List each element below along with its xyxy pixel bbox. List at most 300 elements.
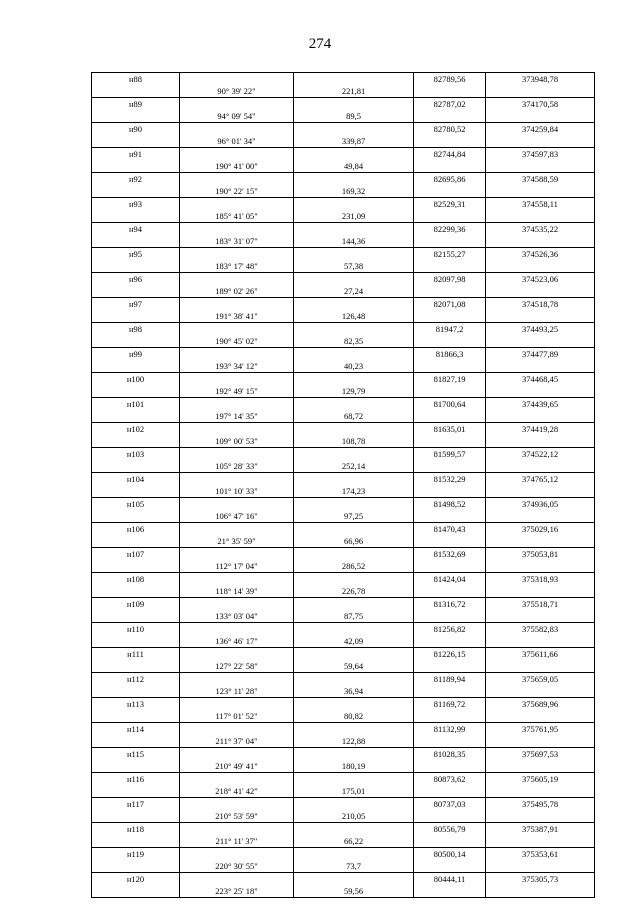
y-coordinate-cell-empty	[486, 835, 595, 848]
segment-length-cell: 210,05	[294, 810, 414, 823]
point-row	[92, 448, 595, 461]
direction-angle-cell-empty	[180, 673, 294, 686]
x-coordinate-cell-empty	[414, 835, 486, 848]
direction-angle-cell: 101° 10' 33"	[180, 485, 294, 498]
point-name-cell: н96	[92, 273, 180, 286]
segment-length-cell-empty	[294, 373, 414, 386]
point-row	[92, 398, 595, 411]
y-coordinate-cell-empty	[486, 885, 595, 898]
x-coordinate-cell-empty	[414, 360, 486, 373]
point-name-cell-empty	[92, 585, 180, 598]
y-coordinate-cell: 375318,93	[486, 573, 595, 586]
y-coordinate-cell-empty	[486, 785, 595, 798]
x-coordinate-cell-empty	[414, 385, 486, 398]
segment-length-cell: 174,23	[294, 485, 414, 498]
point-name-cell: н99	[92, 348, 180, 361]
direction-angle-cell: 211° 37' 04"	[180, 735, 294, 748]
x-coordinate-cell-empty	[414, 135, 486, 148]
x-coordinate-cell: 81866,3	[414, 348, 486, 361]
point-row	[92, 173, 595, 186]
direction-angle-cell-empty	[180, 248, 294, 261]
x-coordinate-cell: 80500,14	[414, 848, 486, 861]
x-coordinate-cell: 82744,84	[414, 148, 486, 161]
segment-length-cell: 97,25	[294, 510, 414, 523]
x-coordinate-cell-empty	[414, 860, 486, 873]
point-row	[92, 548, 595, 561]
point-name-cell: н112	[92, 673, 180, 686]
y-coordinate-cell: 374170,58	[486, 98, 595, 111]
x-coordinate-cell: 81635,01	[414, 423, 486, 436]
segment-row	[92, 560, 595, 573]
y-coordinate-cell: 374493,25	[486, 323, 595, 336]
segment-length-cell: 59,56	[294, 885, 414, 898]
segment-length-cell-empty	[294, 398, 414, 411]
segment-row	[92, 85, 595, 98]
y-coordinate-cell: 374936,05	[486, 498, 595, 511]
segment-length-cell-empty	[294, 573, 414, 586]
x-coordinate-cell-empty	[414, 710, 486, 723]
y-coordinate-cell-empty	[486, 460, 595, 473]
segment-length-cell: 80,82	[294, 710, 414, 723]
point-row	[92, 698, 595, 711]
point-name-cell: н108	[92, 573, 180, 586]
segment-row	[92, 460, 595, 473]
segment-length-cell-empty	[294, 298, 414, 311]
x-coordinate-cell-empty	[414, 560, 486, 573]
y-coordinate-cell: 374522,12	[486, 448, 595, 461]
y-coordinate-cell: 374588,59	[486, 173, 595, 186]
direction-angle-cell-empty	[180, 823, 294, 836]
x-coordinate-cell: 81947,2	[414, 323, 486, 336]
y-coordinate-cell: 375305,73	[486, 873, 595, 886]
point-name-cell-empty	[92, 110, 180, 123]
y-coordinate-cell: 373948,78	[486, 73, 595, 86]
point-row	[92, 773, 595, 786]
direction-angle-cell: 133° 03' 04"	[180, 610, 294, 623]
segment-length-cell-empty	[294, 198, 414, 211]
segment-length-cell-empty	[294, 648, 414, 661]
y-coordinate-cell-empty	[486, 185, 595, 198]
segment-row	[92, 510, 595, 523]
segment-length-cell-empty	[294, 248, 414, 261]
segment-row	[92, 760, 595, 773]
direction-angle-cell: 117° 01' 52"	[180, 710, 294, 723]
segment-row	[92, 785, 595, 798]
point-row	[92, 298, 595, 311]
segment-length-cell-empty	[294, 848, 414, 861]
y-coordinate-cell-empty	[486, 435, 595, 448]
point-name-cell-empty	[92, 710, 180, 723]
segment-length-cell-empty	[294, 798, 414, 811]
point-row	[92, 98, 595, 111]
segment-row	[92, 735, 595, 748]
point-name-cell-empty	[92, 885, 180, 898]
point-name-cell-empty	[92, 635, 180, 648]
point-name-cell: н104	[92, 473, 180, 486]
y-coordinate-cell: 374535,22	[486, 223, 595, 236]
direction-angle-cell: 218° 41' 42"	[180, 785, 294, 798]
segment-length-cell-empty	[294, 273, 414, 286]
segment-length-cell-empty	[294, 873, 414, 886]
boundary-coordinates-table	[91, 72, 595, 898]
direction-angle-cell: 211° 11' 37"	[180, 835, 294, 848]
y-coordinate-cell-empty	[486, 110, 595, 123]
segment-length-cell: 169,32	[294, 185, 414, 198]
segment-length-cell-empty	[294, 148, 414, 161]
point-name-cell: н119	[92, 848, 180, 861]
direction-angle-cell-empty	[180, 123, 294, 136]
y-coordinate-cell-empty	[486, 260, 595, 273]
segment-row	[92, 235, 595, 248]
x-coordinate-cell: 81470,43	[414, 523, 486, 536]
x-coordinate-cell-empty	[414, 260, 486, 273]
segment-length-cell: 231,09	[294, 210, 414, 223]
segment-length-cell: 27,24	[294, 285, 414, 298]
x-coordinate-cell: 82780,52	[414, 123, 486, 136]
x-coordinate-cell-empty	[414, 735, 486, 748]
x-coordinate-cell: 80556,79	[414, 823, 486, 836]
y-coordinate-cell: 375611,66	[486, 648, 595, 661]
point-name-cell-empty	[92, 385, 180, 398]
x-coordinate-cell: 81169,72	[414, 698, 486, 711]
point-name-cell-empty	[92, 810, 180, 823]
segment-length-cell-empty	[294, 698, 414, 711]
y-coordinate-cell-empty	[486, 860, 595, 873]
x-coordinate-cell-empty	[414, 110, 486, 123]
point-name-cell-empty	[92, 135, 180, 148]
point-name-cell: н110	[92, 623, 180, 636]
point-name-cell: н88	[92, 73, 180, 86]
y-coordinate-cell-empty	[486, 485, 595, 498]
direction-angle-cell-empty	[180, 198, 294, 211]
direction-angle-cell: 106° 47' 16"	[180, 510, 294, 523]
segment-length-cell: 122,88	[294, 735, 414, 748]
segment-row	[92, 810, 595, 823]
segment-length-cell: 252,14	[294, 460, 414, 473]
x-coordinate-cell: 82299,36	[414, 223, 486, 236]
point-row	[92, 423, 595, 436]
point-row	[92, 748, 595, 761]
segment-row	[92, 285, 595, 298]
x-coordinate-cell: 81132,99	[414, 723, 486, 736]
point-name-cell: н109	[92, 598, 180, 611]
x-coordinate-cell-empty	[414, 335, 486, 348]
x-coordinate-cell-empty	[414, 810, 486, 823]
direction-angle-cell-empty	[180, 723, 294, 736]
point-row	[92, 798, 595, 811]
direction-angle-cell: 210° 53' 59"	[180, 810, 294, 823]
point-name-cell: н98	[92, 323, 180, 336]
point-row	[92, 498, 595, 511]
y-coordinate-cell-empty	[486, 360, 595, 373]
direction-angle-cell: 21° 35' 59"	[180, 535, 294, 548]
point-name-cell-empty	[92, 260, 180, 273]
direction-angle-cell-empty	[180, 573, 294, 586]
y-coordinate-cell: 374477,89	[486, 348, 595, 361]
y-coordinate-cell: 375761,95	[486, 723, 595, 736]
point-name-cell-empty	[92, 535, 180, 548]
direction-angle-cell: 193° 34' 12"	[180, 360, 294, 373]
y-coordinate-cell: 375029,16	[486, 523, 595, 536]
segment-row	[92, 410, 595, 423]
x-coordinate-cell: 82695,86	[414, 173, 486, 186]
point-name-cell-empty	[92, 410, 180, 423]
segment-length-cell: 87,75	[294, 610, 414, 623]
point-name-cell: н103	[92, 448, 180, 461]
x-coordinate-cell-empty	[414, 235, 486, 248]
x-coordinate-cell: 82787,02	[414, 98, 486, 111]
y-coordinate-cell: 375387,91	[486, 823, 595, 836]
y-coordinate-cell: 374259,84	[486, 123, 595, 136]
x-coordinate-cell: 82097,98	[414, 273, 486, 286]
direction-angle-cell-empty	[180, 323, 294, 336]
direction-angle-cell-empty	[180, 873, 294, 886]
x-coordinate-cell: 82155,27	[414, 248, 486, 261]
point-row	[92, 248, 595, 261]
segment-row	[92, 710, 595, 723]
point-name-cell-empty	[92, 735, 180, 748]
point-row	[92, 473, 595, 486]
point-row	[92, 523, 595, 536]
y-coordinate-cell: 374597,83	[486, 148, 595, 161]
point-row	[92, 348, 595, 361]
point-name-cell: н93	[92, 198, 180, 211]
segment-length-cell: 339,87	[294, 135, 414, 148]
x-coordinate-cell-empty	[414, 760, 486, 773]
y-coordinate-cell: 374523,06	[486, 273, 595, 286]
point-name-cell: н113	[92, 698, 180, 711]
direction-angle-cell-empty	[180, 173, 294, 186]
segment-row	[92, 135, 595, 148]
point-name-cell: н105	[92, 498, 180, 511]
direction-angle-cell: 191° 38' 41"	[180, 310, 294, 323]
segment-length-cell-empty	[294, 623, 414, 636]
segment-row	[92, 535, 595, 548]
x-coordinate-cell: 81532,29	[414, 473, 486, 486]
point-name-cell-empty	[92, 485, 180, 498]
segment-row	[92, 660, 595, 673]
segment-row	[92, 335, 595, 348]
y-coordinate-cell: 375697,53	[486, 748, 595, 761]
point-name-cell-empty	[92, 435, 180, 448]
segment-length-cell-empty	[294, 723, 414, 736]
y-coordinate-cell: 375582,83	[486, 623, 595, 636]
direction-angle-cell-empty	[180, 848, 294, 861]
point-name-cell: н95	[92, 248, 180, 261]
x-coordinate-cell-empty	[414, 685, 486, 698]
segment-length-cell: 129,79	[294, 385, 414, 398]
point-row	[92, 123, 595, 136]
point-name-cell-empty	[92, 210, 180, 223]
y-coordinate-cell: 374558,11	[486, 198, 595, 211]
direction-angle-cell-empty	[180, 548, 294, 561]
segment-length-cell: 286,52	[294, 560, 414, 573]
point-row	[92, 598, 595, 611]
direction-angle-cell-empty	[180, 348, 294, 361]
direction-angle-cell-empty	[180, 523, 294, 536]
point-name-cell-empty	[92, 560, 180, 573]
segment-length-cell-empty	[294, 598, 414, 611]
y-coordinate-cell: 375689,96	[486, 698, 595, 711]
segment-row	[92, 585, 595, 598]
y-coordinate-cell: 374518,78	[486, 298, 595, 311]
direction-angle-cell: 90° 39' 22"	[180, 85, 294, 98]
x-coordinate-cell-empty	[414, 785, 486, 798]
point-name-cell: н120	[92, 873, 180, 886]
x-coordinate-cell-empty	[414, 410, 486, 423]
direction-angle-cell: 127° 22' 58"	[180, 660, 294, 673]
segment-length-cell: 57,38	[294, 260, 414, 273]
page-number: 274	[308, 36, 332, 52]
x-coordinate-cell: 81226,15	[414, 648, 486, 661]
segment-row	[92, 360, 595, 373]
direction-angle-cell-empty	[180, 448, 294, 461]
segment-row	[92, 685, 595, 698]
direction-angle-cell: 190° 41' 00"	[180, 160, 294, 173]
direction-angle-cell-empty	[180, 473, 294, 486]
x-coordinate-cell-empty	[414, 635, 486, 648]
point-name-cell-empty	[92, 860, 180, 873]
segment-length-cell-empty	[294, 348, 414, 361]
point-name-cell-empty	[92, 335, 180, 348]
point-name-cell-empty	[92, 460, 180, 473]
y-coordinate-cell-empty	[486, 735, 595, 748]
direction-angle-cell: 109° 00' 53"	[180, 435, 294, 448]
y-coordinate-cell-empty	[486, 610, 595, 623]
segment-length-cell-empty	[294, 473, 414, 486]
segment-length-cell-empty	[294, 223, 414, 236]
x-coordinate-cell-empty	[414, 85, 486, 98]
x-coordinate-cell: 81424,04	[414, 573, 486, 586]
direction-angle-cell-empty	[180, 398, 294, 411]
y-coordinate-cell-empty	[486, 510, 595, 523]
direction-angle-cell: 94° 09' 54"	[180, 110, 294, 123]
y-coordinate-cell-empty	[486, 410, 595, 423]
direction-angle-cell-empty	[180, 598, 294, 611]
direction-angle-cell: 192° 49' 15"	[180, 385, 294, 398]
y-coordinate-cell: 375605,19	[486, 773, 595, 786]
y-coordinate-cell: 375659,05	[486, 673, 595, 686]
segment-length-cell: 36,94	[294, 685, 414, 698]
y-coordinate-cell: 375353,61	[486, 848, 595, 861]
point-name-cell: н116	[92, 773, 180, 786]
segment-row	[92, 160, 595, 173]
segment-row	[92, 435, 595, 448]
direction-angle-cell-empty	[180, 773, 294, 786]
segment-length-cell: 221,81	[294, 85, 414, 98]
point-row	[92, 323, 595, 336]
direction-angle-cell: 105° 28' 33"	[180, 460, 294, 473]
x-coordinate-cell: 81189,94	[414, 673, 486, 686]
direction-angle-cell: 136° 46' 17"	[180, 635, 294, 648]
segment-length-cell: 40,23	[294, 360, 414, 373]
direction-angle-cell: 118° 14' 39"	[180, 585, 294, 598]
point-name-cell: н89	[92, 98, 180, 111]
x-coordinate-cell: 82529,31	[414, 198, 486, 211]
point-row	[92, 623, 595, 636]
point-row	[92, 223, 595, 236]
y-coordinate-cell-empty	[486, 760, 595, 773]
y-coordinate-cell: 374526,36	[486, 248, 595, 261]
direction-angle-cell-empty	[180, 273, 294, 286]
point-name-cell-empty	[92, 835, 180, 848]
point-name-cell: н111	[92, 648, 180, 661]
x-coordinate-cell: 81532,69	[414, 548, 486, 561]
x-coordinate-cell-empty	[414, 660, 486, 673]
y-coordinate-cell-empty	[486, 560, 595, 573]
segment-length-cell-empty	[294, 548, 414, 561]
point-name-cell: н114	[92, 723, 180, 736]
y-coordinate-cell-empty	[486, 210, 595, 223]
point-row	[92, 723, 595, 736]
direction-angle-cell: 183° 17' 48"	[180, 260, 294, 273]
x-coordinate-cell-empty	[414, 885, 486, 898]
point-name-cell: н106	[92, 523, 180, 536]
y-coordinate-cell-empty	[486, 685, 595, 698]
segment-row	[92, 860, 595, 873]
point-row	[92, 673, 595, 686]
direction-angle-cell-empty	[180, 648, 294, 661]
x-coordinate-cell: 80873,62	[414, 773, 486, 786]
y-coordinate-cell: 374468,45	[486, 373, 595, 386]
point-row	[92, 373, 595, 386]
x-coordinate-cell-empty	[414, 460, 486, 473]
point-name-cell: н100	[92, 373, 180, 386]
direction-angle-cell: 96° 01' 34"	[180, 135, 294, 148]
segment-length-cell-empty	[294, 773, 414, 786]
point-name-cell-empty	[92, 160, 180, 173]
point-row	[92, 848, 595, 861]
point-name-cell-empty	[92, 285, 180, 298]
direction-angle-cell: 210° 49' 41"	[180, 760, 294, 773]
segment-length-cell: 66,96	[294, 535, 414, 548]
segment-length-cell-empty	[294, 498, 414, 511]
y-coordinate-cell-empty	[486, 385, 595, 398]
direction-angle-cell: 223° 25' 18"	[180, 885, 294, 898]
x-coordinate-cell-empty	[414, 610, 486, 623]
point-row	[92, 73, 595, 86]
direction-angle-cell-empty	[180, 298, 294, 311]
point-row	[92, 148, 595, 161]
segment-row	[92, 210, 595, 223]
segment-length-cell-empty	[294, 323, 414, 336]
point-name-cell-empty	[92, 360, 180, 373]
y-coordinate-cell-empty	[486, 660, 595, 673]
point-name-cell: н117	[92, 798, 180, 811]
x-coordinate-cell-empty	[414, 285, 486, 298]
x-coordinate-cell-empty	[414, 185, 486, 198]
segment-length-cell: 108,78	[294, 435, 414, 448]
x-coordinate-cell: 81599,57	[414, 448, 486, 461]
point-row	[92, 573, 595, 586]
segment-length-cell: 89,5	[294, 110, 414, 123]
segment-length-cell: 68,72	[294, 410, 414, 423]
point-name-cell: н101	[92, 398, 180, 411]
segment-row	[92, 885, 595, 898]
direction-angle-cell-empty	[180, 623, 294, 636]
segment-row	[92, 610, 595, 623]
y-coordinate-cell-empty	[486, 810, 595, 823]
y-coordinate-cell-empty	[486, 135, 595, 148]
point-name-cell: н102	[92, 423, 180, 436]
point-row	[92, 198, 595, 211]
segment-length-cell-empty	[294, 98, 414, 111]
x-coordinate-cell-empty	[414, 585, 486, 598]
direction-angle-cell: 112° 17' 04"	[180, 560, 294, 573]
x-coordinate-cell-empty	[414, 210, 486, 223]
x-coordinate-cell: 81256,82	[414, 623, 486, 636]
point-name-cell: н90	[92, 123, 180, 136]
